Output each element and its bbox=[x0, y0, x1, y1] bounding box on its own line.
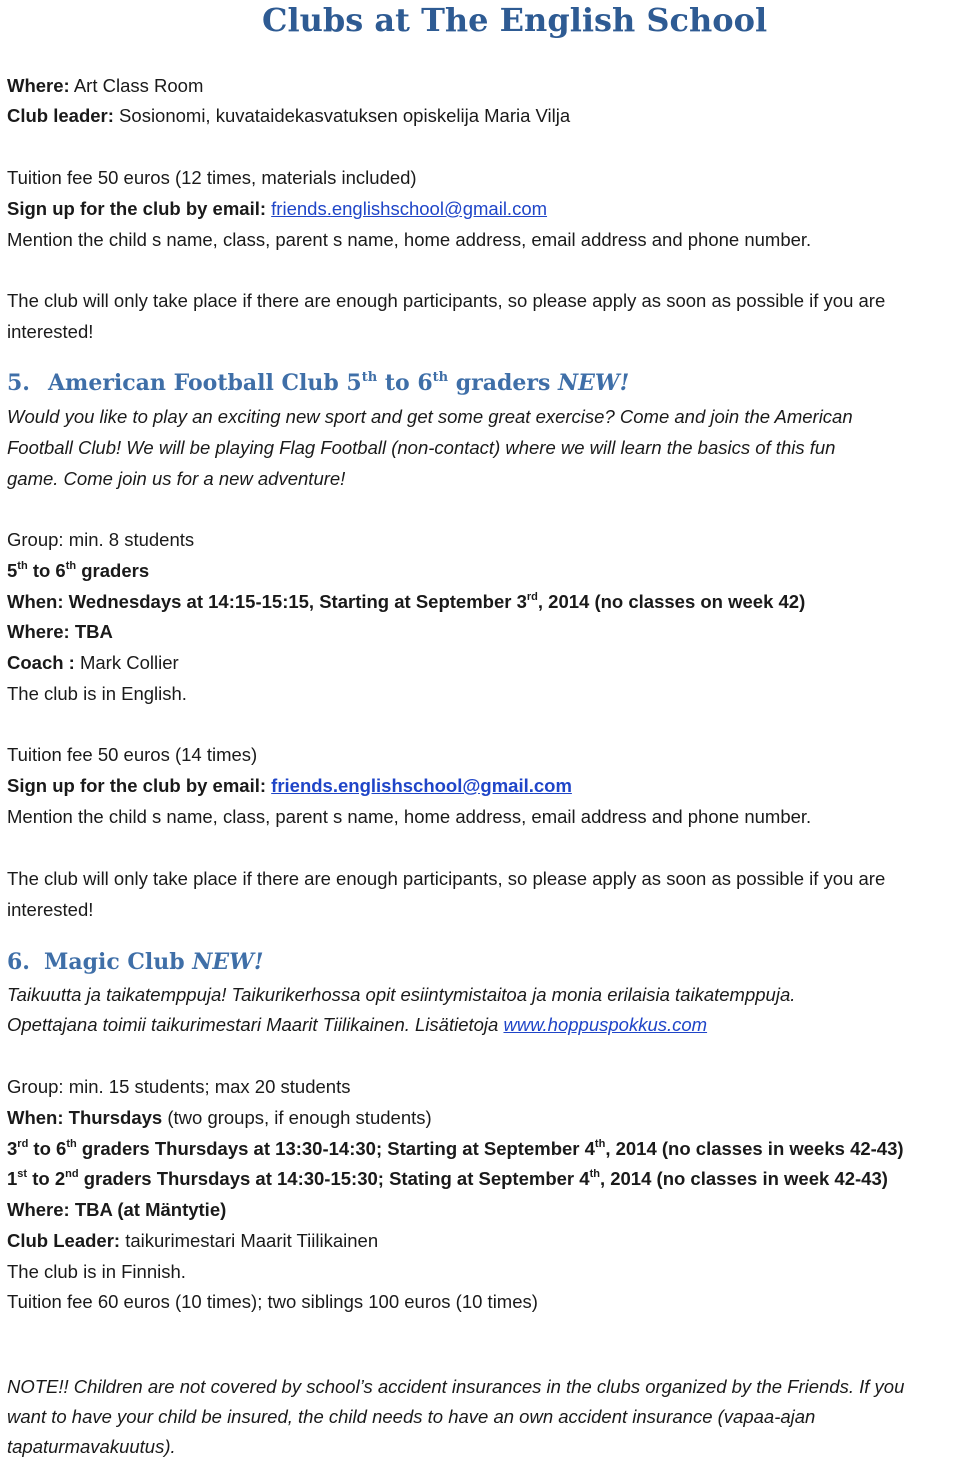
art-email-link[interactable]: friends.englishschool@gmail.com bbox=[271, 198, 548, 219]
football-group: Group: min. 8 students bbox=[7, 529, 195, 550]
art-where: Where: Art Class Room bbox=[7, 75, 204, 96]
football-email-link[interactable]: friends.englishschool@gmail.com bbox=[271, 775, 572, 796]
football-note-line1: The club will only take place if there are enough participants, so please apply as soon as possible if you are bbox=[7, 868, 886, 889]
football-desc-line2: Football Club! We will be playing Flag Football (non-contact) where we will learn the basics of this fun bbox=[7, 437, 836, 458]
football-desc-line1: Would you like to play an exciting new sport and get some great exercise? Come and join the American bbox=[7, 406, 853, 427]
insurance-note-line3: tapaturmavakuutus). bbox=[7, 1436, 176, 1457]
football-fee: Tuition fee 50 euros (14 times) bbox=[7, 744, 258, 765]
page-title: Clubs at The English School bbox=[262, 1, 768, 39]
football-signup: Sign up for the club by email: friends.englishschool@gmail.com bbox=[7, 775, 572, 796]
art-leader: Club leader: Sosionomi, kuvataidekasvatuksen opiskelija Maria Vilja bbox=[7, 105, 571, 126]
magic-fee: Tuition fee 60 euros (10 times); two siblings 100 euros (10 times) bbox=[7, 1291, 538, 1312]
magic-group1-schedule: 3rd to 6th graders Thursdays at 13:30-14:30; Starting at September 4th, 2014 (no classes in weeks 42-43) bbox=[7, 1138, 904, 1159]
insurance-note-line2: want to have your child be insured, the child needs to have an own accident insurance (vapaa-ajan bbox=[7, 1406, 816, 1427]
magic-where: Where: TBA (at Mäntytie) bbox=[7, 1199, 227, 1220]
football-grades: 5th to 6th graders bbox=[7, 560, 150, 581]
football-desc-line3: game. Come join us for a new adventure! bbox=[7, 468, 346, 489]
magic-desc-line1: Taikuutta ja taikatemppuja! Taikurikerhossa opit esiintymistaitoa ja monia erilaisia taikatemppuja. bbox=[7, 984, 796, 1005]
art-note-line1: The club will only take place if there are enough participants, so please apply as soon as possible if you are bbox=[7, 290, 886, 311]
football-heading: 5. American Football Club 5th to 6th graders NEW! bbox=[7, 370, 630, 396]
magic-language: The club is in Finnish. bbox=[7, 1261, 186, 1282]
art-fee: Tuition fee 50 euros (12 times, materials included) bbox=[7, 167, 417, 188]
football-where: Where: TBA bbox=[7, 621, 113, 642]
art-mention: Mention the child s name, class, parent s name, home address, email address and phone number. bbox=[7, 229, 812, 250]
football-mention: Mention the child s name, class, parent s name, home address, email address and phone number. bbox=[7, 806, 812, 827]
magic-heading: 6. Magic Club NEW! bbox=[7, 949, 264, 975]
art-signup: Sign up for the club by email: friends.englishschool@gmail.com bbox=[7, 198, 548, 219]
magic-group: Group: min. 15 students; max 20 students bbox=[7, 1076, 351, 1097]
magic-when: When: Thursdays (two groups, if enough students) bbox=[7, 1107, 432, 1128]
magic-leader: Club Leader: taikurimestari Maarit Tiilikainen bbox=[7, 1230, 379, 1251]
football-when: When: Wednesdays at 14:15-15:15, Starting at September 3rd, 2014 (no classes on week 42) bbox=[7, 591, 806, 612]
magic-website-link[interactable]: www.hoppuspokkus.com bbox=[503, 1014, 708, 1035]
art-note-line2: interested! bbox=[7, 321, 94, 342]
magic-desc-line2: Opettajana toimii taikurimestari Maarit Tiilikainen. Lisätietoja www.hoppuspokkus.com bbox=[7, 1014, 708, 1035]
insurance-note-line1: NOTE!! Children are not covered by school’s accident insurances in the clubs organized by the Friends. If you bbox=[7, 1376, 905, 1397]
magic-group2-schedule: 1st to 2nd graders Thursdays at 14:30-15:30; Stating at September 4th, 2014 (no classes in week 42-43) bbox=[7, 1168, 888, 1189]
football-language: The club is in English. bbox=[7, 683, 187, 704]
football-note-line2: interested! bbox=[7, 899, 94, 920]
football-coach: Coach : Mark Collier bbox=[7, 652, 179, 673]
